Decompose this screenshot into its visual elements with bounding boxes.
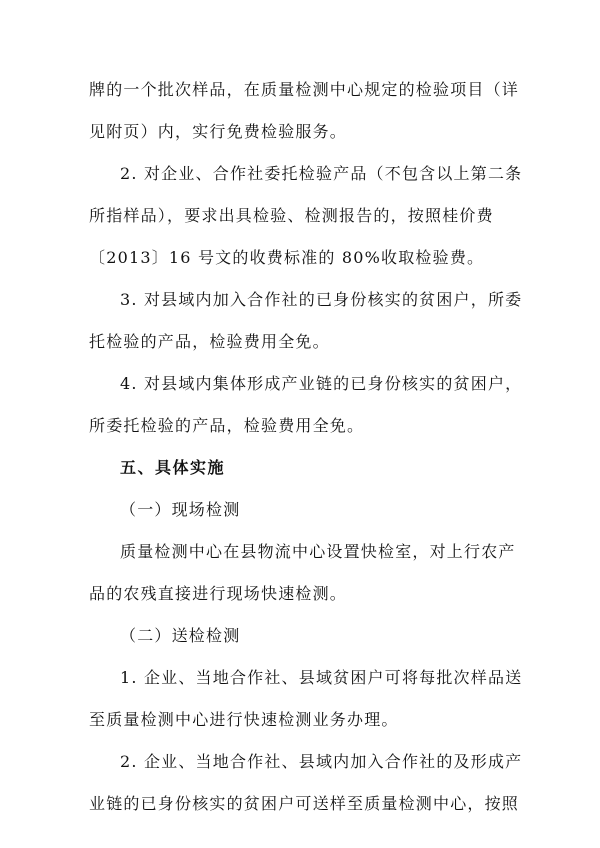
paragraph-line: 牌的一个批次样品，在质量检测中心规定的检验项目（详	[89, 80, 520, 99]
subsection-heading: （二）送检检测	[120, 626, 241, 645]
paragraph-line: 品的农残直接进行现场快速检测。	[89, 584, 348, 603]
paragraph-line: 〔2013〕16 号文的收费标准的 80%收取检验费。	[89, 248, 485, 267]
paragraph-line: 见附页）内，实行免费检验服务。	[89, 122, 348, 141]
paragraph-line: 4. 对县域内集体形成产业链的已身份核实的贫困户，	[120, 374, 523, 393]
paragraph-line: 所指样品），要求出具检验、检测报告的，按照桂价费	[89, 206, 494, 225]
subsection-heading: （一）现场检测	[120, 500, 241, 519]
paragraph-line: 2. 对企业、合作社委托检验产品（不包含以上第二条	[120, 164, 523, 183]
paragraph-line: 1. 企业、当地合作社、县域贫困户可将每批次样品送	[120, 668, 523, 687]
paragraph-line: 所委托检验的产品，检验费用全免。	[89, 416, 365, 435]
paragraph-line: 2. 企业、当地合作社、县域内加入合作社的及形成产	[120, 752, 523, 771]
paragraph-line: 至质量检测中心进行快速检测业务办理。	[89, 710, 399, 729]
paragraph-line: 质量检测中心在县物流中心设置快检室，对上行农产	[120, 542, 516, 561]
paragraph-line: 3. 对县域内加入合作社的已身份核实的贫困户，所委	[120, 290, 523, 309]
paragraph-line: 托检验的产品，检验费用全免。	[89, 332, 330, 351]
section-heading: 五、具体实施	[120, 458, 226, 477]
paragraph-line: 业链的已身份核实的贫困户可送样至质量检测中心，按照	[89, 794, 520, 813]
